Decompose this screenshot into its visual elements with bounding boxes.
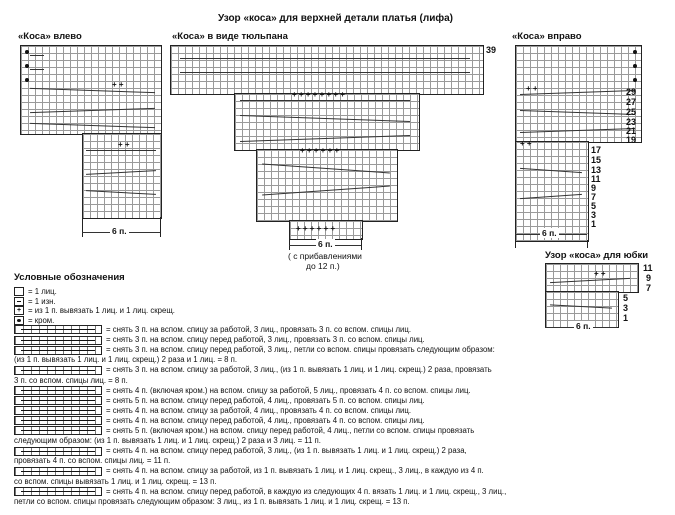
legend-item [14, 456, 170, 465]
legend-cable-symbol [14, 325, 102, 334]
legend-cable-symbol [14, 416, 102, 425]
row-number: 11 [643, 263, 653, 273]
legend-item-text: = снять 3 п. на вспом. спицу перед работой, 3 лиц., провязать 3 п. со вспом. спицы лиц. [106, 335, 425, 345]
legend-item [14, 396, 425, 405]
row-number: 3 [591, 210, 597, 220]
middle-note-line1: ( с прибавлениями [288, 251, 362, 261]
legend-cable-symbol [14, 396, 102, 405]
legend-item [14, 416, 425, 425]
width-bracket-right [587, 240, 588, 248]
row-number: 9 [591, 183, 597, 193]
row-number: 17 [591, 145, 602, 155]
legend-item-text: = снять 4 п. на вспом. спицу перед работой, в каждую из следующих 4 п. вязать 1 лиц. и 1 лиц. скрещ., 3 лиц., [106, 486, 507, 496]
legend-stitch-symbol [14, 287, 24, 296]
legend-item-text: (из 1 п. вывязать 1 лиц. и 1 лиц. скрещ.) 2 раза и 1 лиц. = 8 п. [14, 355, 238, 365]
row-number: 27 [626, 97, 637, 107]
legend-item-text: = 1 лиц. [28, 287, 57, 296]
width-bracket-left [515, 240, 516, 248]
legend-cable-symbol [14, 336, 102, 345]
legend-item [14, 306, 175, 315]
legend-cable-symbol [14, 386, 102, 395]
legend-item-text: = снять 4 п. (включая кром.) на вспом. спицу за работой, 5 лиц., провязать 4 п. со вспом. спицы лиц. [106, 385, 471, 395]
cable-plus-marks: + + + + + + [300, 146, 340, 155]
legend-cable-symbol [14, 487, 102, 496]
row-number: 21 [626, 126, 637, 136]
selvedge-dot [25, 64, 29, 68]
purl-row [180, 58, 470, 59]
legend-item [14, 487, 506, 496]
row-number: 5 [591, 201, 597, 211]
middle-note-line2: до 12 п.) [306, 261, 340, 271]
middle-chart-mid-grid [234, 93, 420, 151]
width-bracket-right [361, 238, 362, 250]
legend-item-text: = снять 4 п. на вспом. спицу за работой, 4 лиц., провязать 4 п. со вспом. спицы лиц. [106, 405, 411, 415]
legend-item [14, 335, 425, 344]
legend-item-text: = снять 5 п. на вспом. спицу перед работой, 4 лиц., провязать 5 п. со вспом. спицы лиц. [106, 395, 425, 405]
width-bracket-left [289, 238, 290, 250]
skirt-width-label: 6 п. [576, 321, 591, 331]
legend-item-text: = 1 изн. [28, 296, 56, 306]
skirt-chart-title: Узор «коса» для юбки [545, 250, 649, 261]
legend-cable-symbol [14, 447, 102, 456]
legend-stitch-symbol [14, 297, 24, 306]
legend-cable-symbol [14, 346, 102, 355]
right-chart-title: «Коса» вправо [512, 31, 582, 42]
legend-item [14, 477, 217, 486]
selvedge-dot [25, 50, 29, 54]
purl-row [180, 72, 470, 73]
cable-plus-marks: + + [118, 140, 130, 149]
legend-cable-symbol [14, 426, 102, 435]
selvedge-dot [633, 64, 637, 68]
cable-plus-marks: + + + + + + [296, 224, 336, 233]
purl-dash [30, 55, 44, 56]
row-number: 15 [591, 155, 602, 165]
legend-item-text: 3 п. со вспом. спицы лиц. = 8 п. [14, 375, 128, 385]
legend-item-text: следующим образом: (из 1 п. вывязать 1 лиц. и 1 лиц. скрещ.) 2 раза и 3 лиц. = 11 п. [14, 436, 321, 446]
legend-item [14, 376, 128, 385]
purl-dash [30, 69, 44, 70]
legend-item-text: = снять 3 п. на вспом. спицу за работой, 3 лиц., (из 1 п. вывязать 1 лиц. и 1 лиц. скрещ.) 2 раза, провязать [106, 365, 492, 375]
legend-item [14, 355, 237, 364]
row-number: 1 [591, 219, 597, 229]
legend-item-text: = снять 3 п. на вспом. спицу перед работой, 3 лиц., петли со вспом. спицы провязать следующим образом: [106, 345, 495, 355]
legend-heading: Условные обозначения [14, 272, 125, 283]
width-bracket-right [160, 217, 161, 237]
legend-item [14, 325, 411, 334]
legend-item [14, 446, 467, 455]
row-number: 9 [646, 273, 652, 283]
legend-cable-symbol [14, 406, 102, 415]
row-number: 29 [626, 87, 637, 97]
legend-item-text: = снять 4 п. на вспом. спицу перед работой, 4 лиц., провязать 4 п. со вспом. спицы лиц. [106, 415, 425, 425]
width-bracket-left [82, 217, 83, 237]
legend-item-text: со вспом. спицы вывязать 1 лиц. и 1 лиц. скрещ. = 13 п. [14, 476, 217, 486]
selvedge-dot [633, 78, 637, 82]
legend-item-text: = из 1 п. вывязать 1 лиц. и 1 лиц. скрещ. [28, 306, 175, 315]
row-number: 7 [591, 192, 597, 202]
cable-line [240, 100, 410, 101]
cable-plus-marks: + + [112, 80, 124, 89]
cable-plus-marks: + + [520, 139, 532, 148]
row-number: 39 [486, 45, 497, 55]
legend-cable-symbol [14, 366, 102, 375]
selvedge-dot [25, 78, 29, 82]
legend-item-text: = снять 3 п. на вспом. спицу за работой, 3 лиц., провязать 3 п. со вспом. спицы лиц. [106, 325, 411, 334]
row-number: 3 [623, 303, 629, 313]
row-number: 19 [626, 135, 637, 145]
right-width-label: 6 п. [542, 228, 557, 238]
legend-item-text: петли со вспом. спицы провязать следующим образом: 3 лиц., из 1 п. вывязать 1 лиц. и 1 лиц. скрещ. = 13 п. [14, 496, 410, 506]
row-number: 23 [626, 117, 637, 127]
legend-item-text: = снять 4 п. на вспом. спицу за работой, из 1 п. вывязать 1 лиц. и 1 лиц. скрещ., 3 лиц., в каждую из 4 п. [106, 466, 484, 476]
right-chart-lower-grid [515, 141, 589, 242]
legend-item [14, 386, 471, 395]
cable-plus-marks: + + [526, 84, 538, 93]
cable-plus-marks: + + [594, 269, 606, 278]
legend-item [14, 345, 495, 354]
selvedge-dot [633, 50, 637, 54]
legend-stitch-symbol: + [14, 306, 24, 315]
middle-width-label: 6 п. [318, 239, 333, 249]
row-number: 1 [623, 313, 629, 323]
row-number: 25 [626, 107, 637, 117]
left-chart-title: «Коса» влево [18, 31, 82, 42]
legend-item-text: провязать 4 п. со вспом. спицы лиц. = 11 п. [14, 456, 171, 466]
legend-item-text: = снять 4 п. на вспом. спицу перед работой, 3 лиц., (из 1 п. вывязать 1 лиц. и 1 лиц. скрещ.) 2 раза, [106, 446, 467, 456]
legend-item [14, 497, 410, 506]
legend-item [14, 316, 54, 325]
legend-item-text: = кром. [28, 315, 55, 325]
middle-chart-title: «Коса» в виде тюльпана [172, 31, 288, 42]
legend-item [14, 436, 321, 445]
row-number: 11 [591, 174, 601, 184]
legend-item [14, 287, 57, 296]
middle-chart-top-grid [170, 45, 484, 95]
left-width-label: 6 п. [112, 226, 127, 236]
legend-item [14, 426, 474, 435]
cable-plus-marks: + + + + + + + + [292, 90, 345, 99]
row-number: 7 [646, 283, 652, 293]
legend-stitch-symbol [14, 316, 24, 325]
page-title: Узор «коса» для верхней детали платья (лифа) [218, 13, 453, 24]
legend-item [14, 297, 56, 306]
cable-line [86, 150, 156, 151]
legend-item [14, 365, 492, 374]
legend-item-text: = снять 5 п. (включая кром.) на вспом. спицу перед работой, 4 лиц., петли со вспом. спицы провязать [106, 426, 475, 435]
legend-item [14, 406, 411, 415]
row-number: 13 [591, 165, 602, 175]
legend-cable-symbol [14, 467, 102, 476]
row-number: 5 [623, 293, 629, 303]
legend-item [14, 466, 484, 475]
